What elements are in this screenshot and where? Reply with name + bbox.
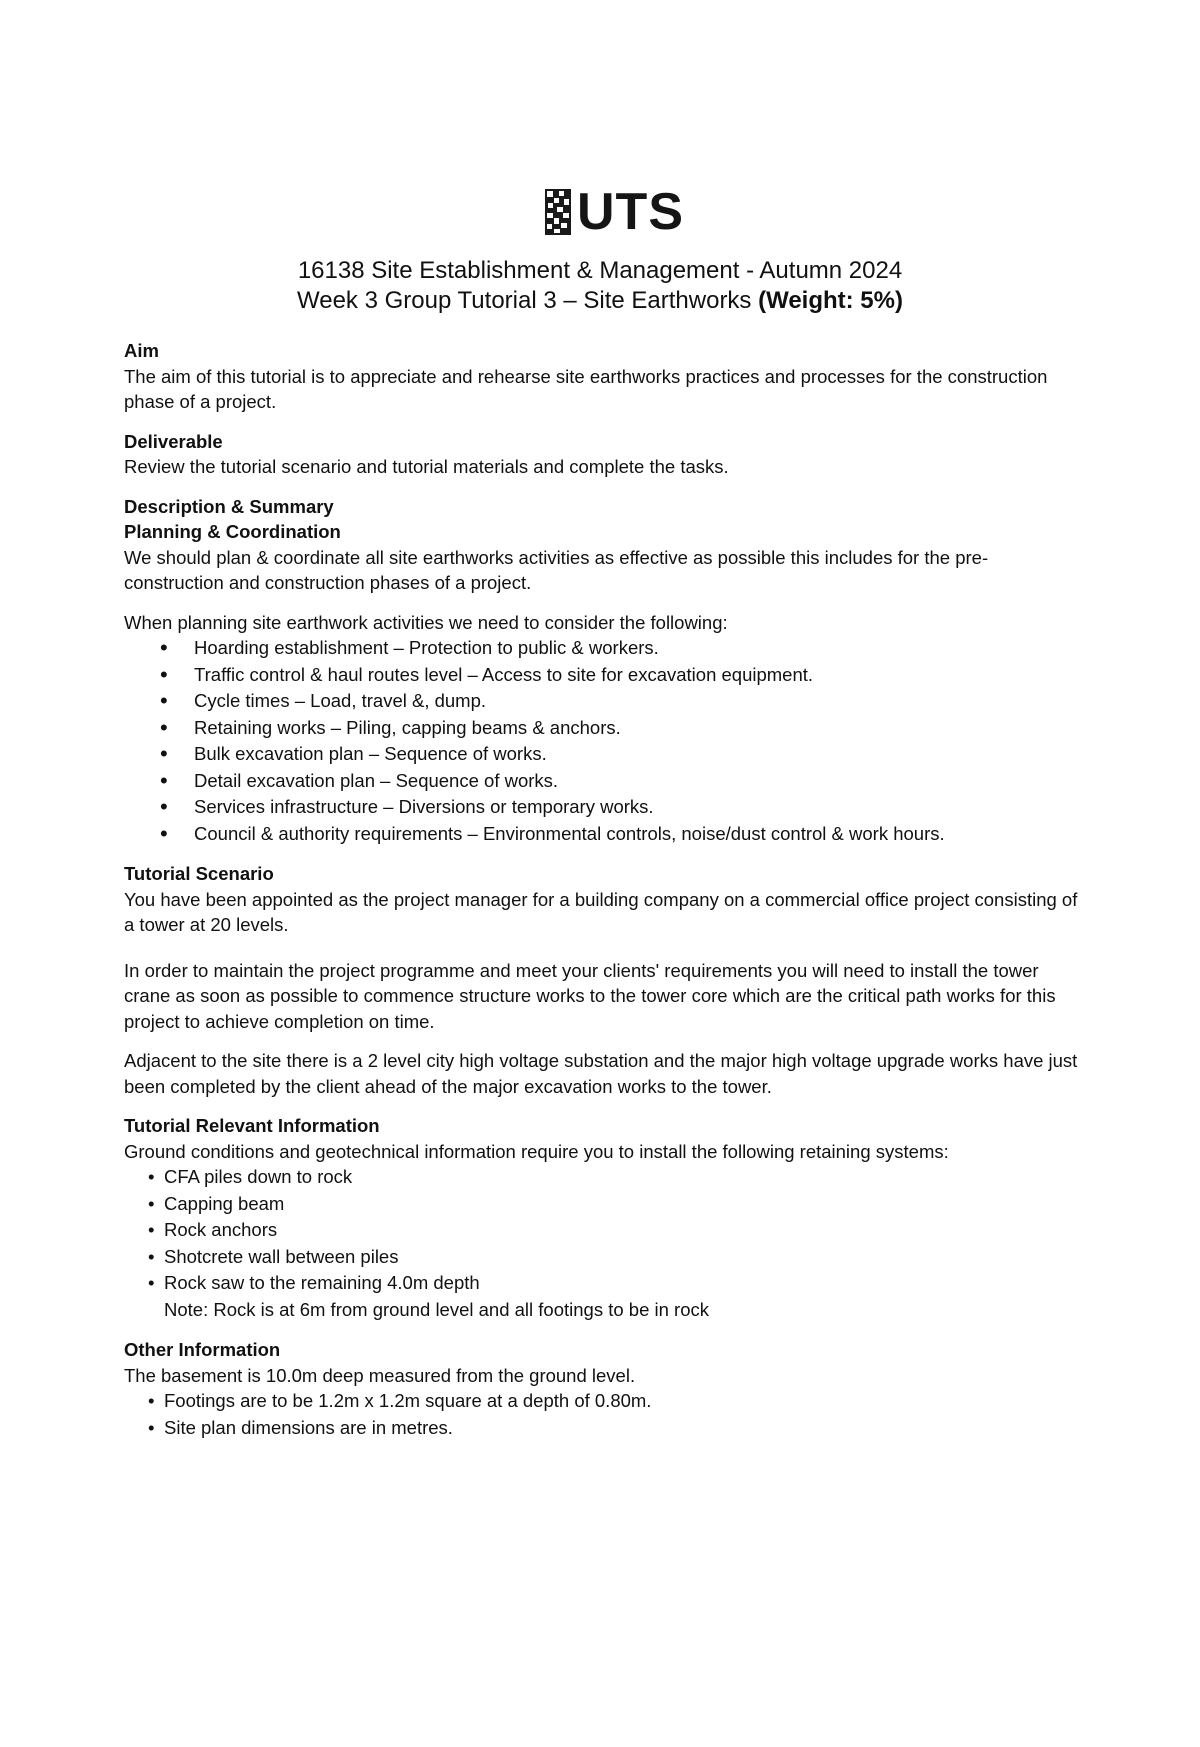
- scenario-heading: Tutorial Scenario: [124, 863, 274, 884]
- scenario-para-1: You have been appointed as the project manager for a building company on a commercial office project consisting of a tower at 20 levels.: [124, 888, 1078, 935]
- title-tutorial-name: Week 3 Group Tutorial 3 – Site Earthworks: [297, 287, 759, 314]
- considerations-list: [124, 635, 1084, 847]
- list-item: • Shotcrete wall between piles: [148, 1245, 399, 1267]
- list-item: • Traffic control & haul routes level – Access to site for excavation equipment.: [160, 662, 1084, 689]
- other-list: [124, 1388, 1084, 1441]
- list-item: • Hoarding establishment – Protection to public & workers.: [160, 635, 1084, 662]
- logo-text: UTS: [577, 183, 684, 241]
- title-weight: (Weight: 5%): [758, 287, 903, 314]
- relevant-intro: Ground conditions and geotechnical information require you to install the following retaining systems:: [124, 1140, 949, 1162]
- list-item: • CFA piles down to rock: [148, 1166, 353, 1187]
- scenario-para-2: In order to maintain the project programme and meet your clients' requirements you will need to install the tower crane as soon as possible to commence structure works to the tower core which are the critical path works for this project to achieve completion on time.: [124, 959, 1056, 1032]
- aim-heading: Aim: [124, 340, 159, 361]
- list-item: • Rock anchors: [148, 1219, 278, 1240]
- description-heading: Description & Summary: [124, 495, 334, 517]
- document-body: [124, 338, 1084, 1441]
- other-intro: The basement is 10.0m deep measured from the ground level.: [124, 1364, 636, 1386]
- rock-note: Note: Rock is at 6m from ground level and all footings to be in rock: [164, 1298, 709, 1320]
- list-item: • Cycle times – Load, travel &, dump.: [160, 688, 1084, 715]
- title-course: 16138 Site Establishment & Management - Autumn 2024: [297, 257, 903, 284]
- other-heading: Other Information: [124, 1339, 281, 1360]
- list-item: • Site plan dimensions are in metres.: [148, 1416, 453, 1438]
- aim-text: The aim of this tutorial is to appreciate and rehearse site earthworks practices and processes for the construction phase of a project.: [124, 365, 1048, 412]
- list-item: • Bulk excavation plan – Sequence of works.: [160, 741, 1084, 768]
- list-item: • Footings are to be 1.2m x 1.2m square at a depth of 0.80m.: [148, 1390, 652, 1411]
- title-tutorial: [0, 286, 1200, 316]
- uts-crest-icon: [545, 189, 571, 235]
- deliverable-text: Review the tutorial scenario and tutorial materials and complete the tasks.: [124, 456, 729, 477]
- planning-subheading: Planning & Coordination: [124, 521, 341, 542]
- list-item: • Services infrastructure – Diversions or temporary works.: [160, 794, 1084, 821]
- relevant-heading: Tutorial Relevant Information: [124, 1115, 380, 1136]
- deliverable-heading: Deliverable: [124, 430, 223, 452]
- list-item: • Retaining works – Piling, capping beams & anchors.: [160, 715, 1084, 742]
- list-item: • Council & authority requirements – Environmental controls, noise/dust control & work hours.: [160, 821, 1084, 848]
- list-item: • Rock saw to the remaining 4.0m depth: [148, 1272, 480, 1293]
- planning-text: We should plan & coordinate all site earthworks activities as effective as possible this includes for the pre-construction and construction phases of a project.: [124, 546, 989, 593]
- retaining-systems-list: [124, 1164, 1084, 1297]
- list-item: • Detail excavation plan – Sequence of works.: [160, 768, 1084, 795]
- considerations-intro: When planning site earthwork activities we need to consider the following:: [124, 611, 728, 633]
- list-item: • Capping beam: [148, 1192, 285, 1214]
- uts-logo: [545, 183, 684, 241]
- document-title: [0, 256, 1200, 316]
- scenario-para-3: Adjacent to the site there is a 2 level city high voltage substation and the major high voltage upgrade works have just been completed by the client ahead of the major excavation works to the tower.: [124, 1050, 1078, 1097]
